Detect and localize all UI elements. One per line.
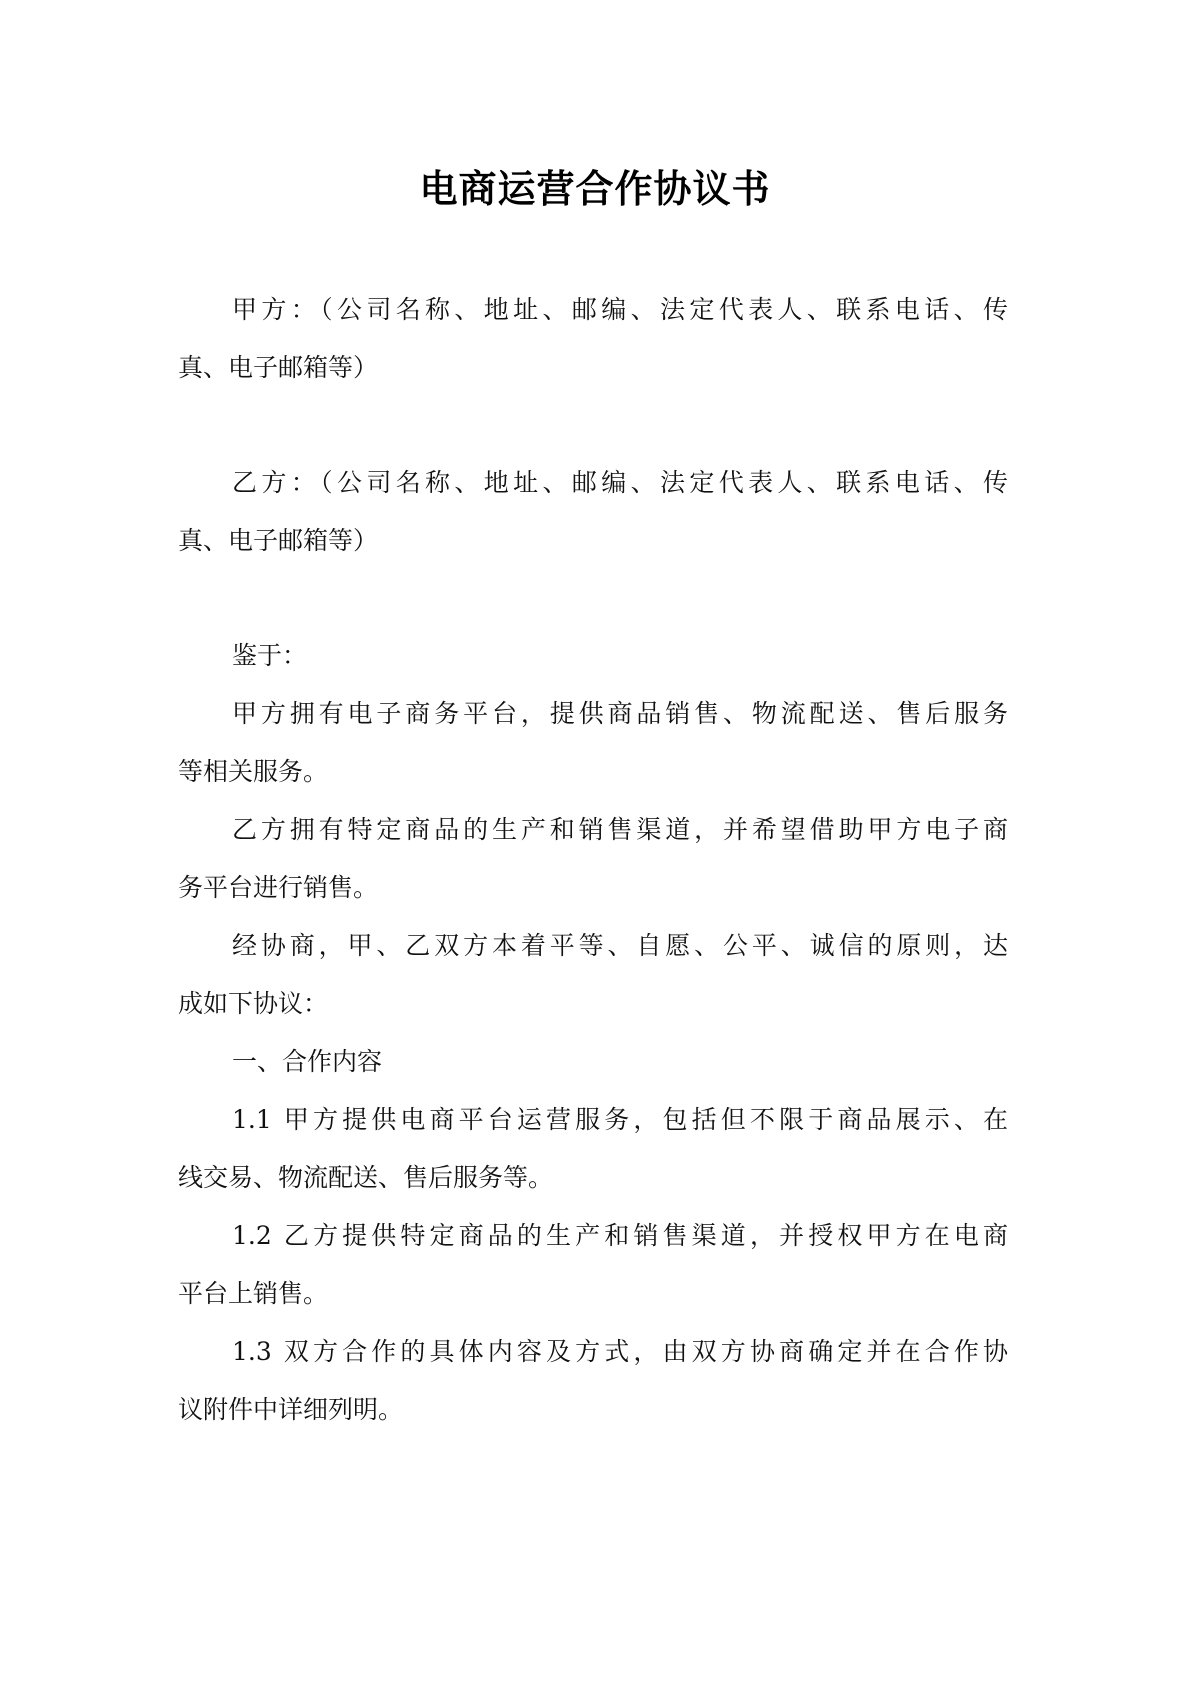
paragraph-line: 议附件中详细列明。 — [178, 1395, 404, 1424]
paragraph-line: 1.1 甲方提供电商平台运营服务，包括但不限于商品展示、在 — [232, 1105, 1008, 1134]
paragraph-line: 乙方拥有特定商品的生产和销售渠道，并希望借助甲方电子商 — [232, 815, 1008, 844]
paragraph-line: 乙方：（公司名称、地址、邮编、法定代表人、联系电话、传 — [232, 468, 1008, 497]
document-title: 电商运营合作协议书 — [419, 167, 771, 211]
paragraph-line: 鉴于： — [232, 641, 308, 670]
paragraph-line: 真、电子邮箱等） — [178, 353, 379, 382]
paragraph-line: 1.2 乙方提供特定商品的生产和销售渠道，并授权甲方在电商 — [232, 1221, 1008, 1250]
paragraph-line: 线交易、物流配送、售后服务等。 — [178, 1163, 554, 1192]
paragraph-line: 经协商，甲、乙双方本着平等、自愿、公平、诚信的原则，达 — [232, 931, 1008, 960]
paragraph-line: 成如下协议： — [178, 989, 329, 1018]
paragraph-line: 一、合作内容 — [232, 1047, 383, 1076]
paragraph-line: 1.3 双方合作的具体内容及方式，由双方协商确定并在合作协 — [232, 1337, 1008, 1366]
paragraph-line: 甲方拥有电子商务平台，提供商品销售、物流配送、售后服务 — [232, 699, 1008, 728]
paragraph-line: 真、电子邮箱等） — [178, 526, 379, 555]
paragraph-line: 平台上销售。 — [178, 1279, 329, 1308]
paragraph-line: 甲方：（公司名称、地址、邮编、法定代表人、联系电话、传 — [232, 295, 1008, 324]
paragraph-line: 务平台进行销售。 — [178, 873, 379, 902]
paragraph-line: 等相关服务。 — [178, 757, 329, 786]
